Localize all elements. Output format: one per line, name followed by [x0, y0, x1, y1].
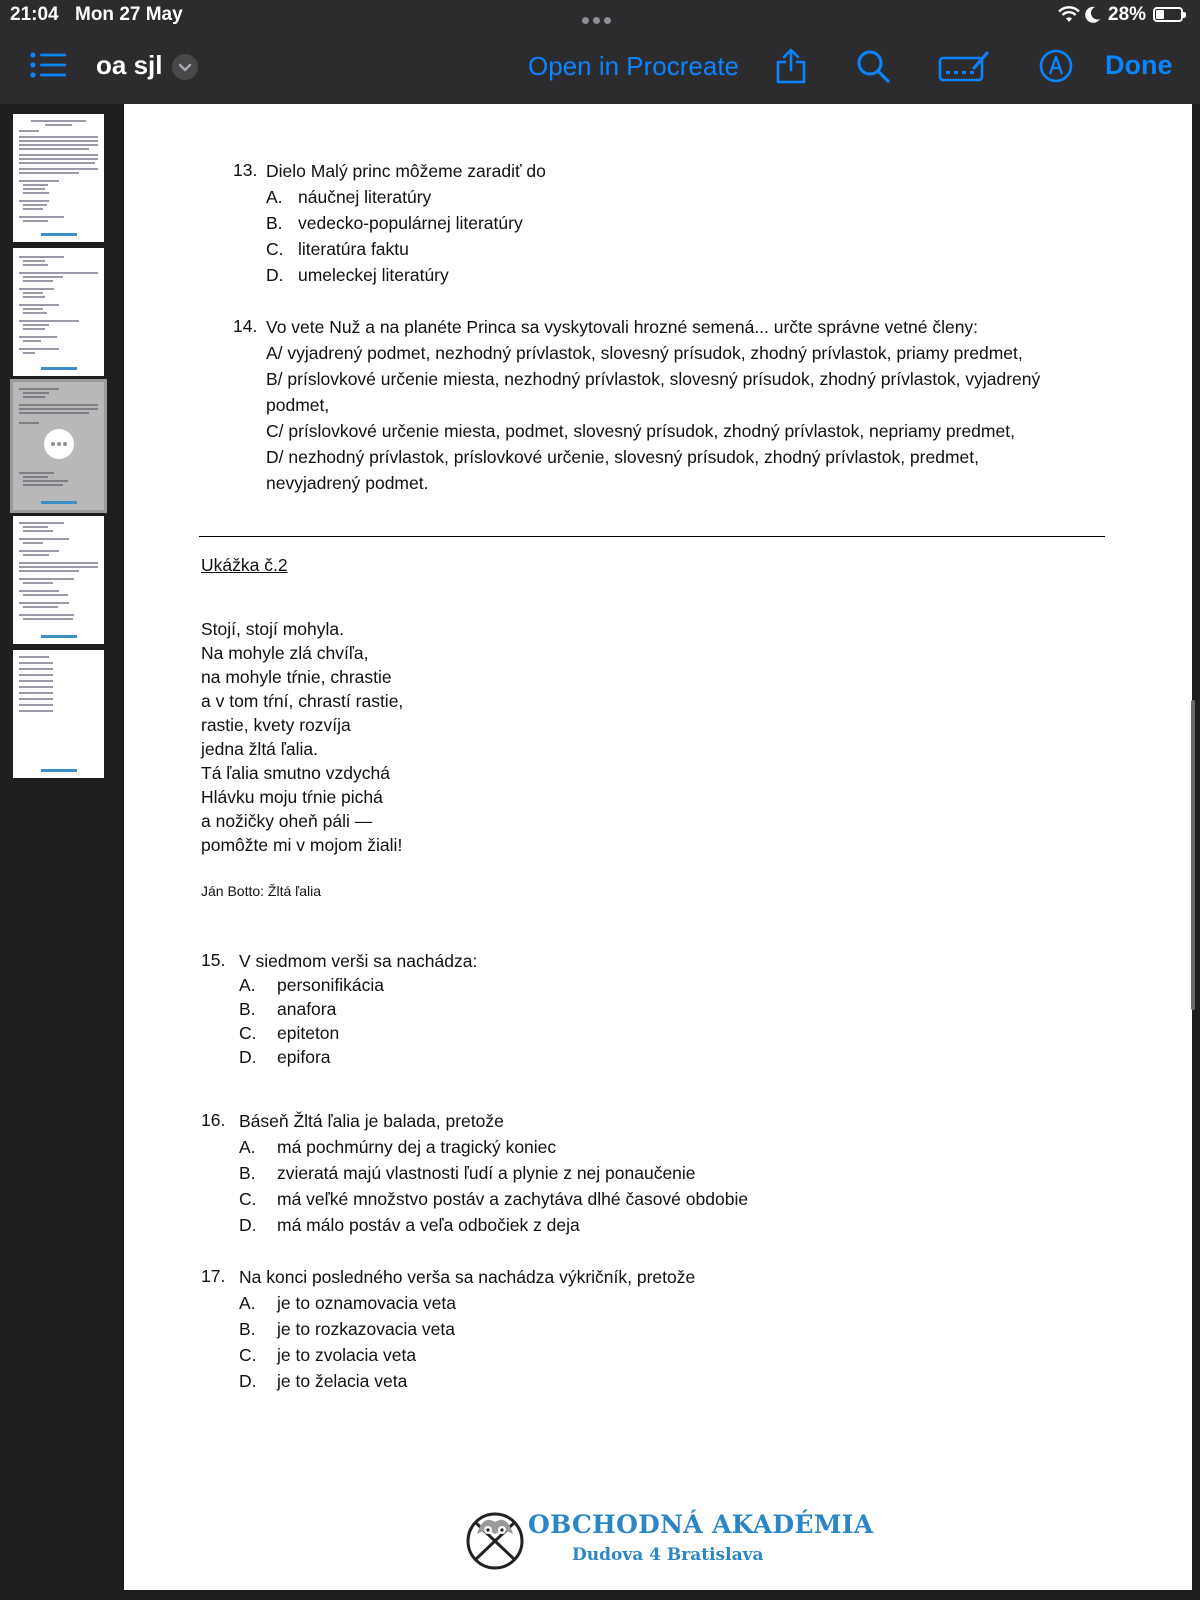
status-date: Mon 27 May: [75, 4, 183, 25]
sample-heading: Ukážka č.2: [201, 555, 288, 575]
poem-line: pomôžte mi v mojom žiali!: [201, 835, 403, 855]
poem-line: a v tom tŕní, chrastí rastie,: [201, 691, 404, 711]
vertical-scrollbar[interactable]: [1191, 700, 1195, 1010]
question-16-option-text: má veľké množstvo postáv a zachytáva dlhé časové obdobie: [277, 1189, 749, 1209]
poem-line: Hlávku moju tŕnie pichá: [201, 787, 383, 807]
question-16-option-letter: B.: [239, 1163, 256, 1183]
question-15-option-letter: D.: [239, 1047, 257, 1067]
question-13-option-letter: D.: [266, 265, 284, 285]
question-17-option-letter: B.: [239, 1319, 256, 1339]
list-icon[interactable]: [30, 52, 66, 78]
question-15-option-text: anafora: [277, 999, 337, 1019]
question-14-answer-line: A/ vyjadrený podmet, nezhodný prívlastok, slovesný prísudok, zhodný prívlastok, priamy predmet,: [266, 343, 1023, 363]
status-time: 21:04: [10, 4, 59, 25]
question-14-text: Vo vete Nuž a na planéte Princa sa vyskytovali hrozné semená... určte správne vetné členy:: [266, 317, 979, 337]
question-14-answer-line: podmet,: [266, 395, 330, 415]
question-14-answer-line: B/ príslovkové určenie miesta, nezhodný prívlastok, slovesný prísudok, zhodný prívlastok, vyjadrený: [266, 369, 1041, 389]
page-thumbnail-5[interactable]: [13, 650, 104, 778]
question-17-option-text: je to rozkazovacia veta: [277, 1319, 456, 1339]
document-title[interactable]: oa sjl: [96, 50, 163, 80]
poem-line: Tá ľalia smutno vzdychá: [201, 763, 390, 783]
question-13-option-letter: B.: [266, 213, 283, 233]
question-13-option-text: umeleckej literatúry: [298, 265, 449, 285]
question-16-number: 16.: [201, 1110, 226, 1130]
wifi-icon: [1058, 6, 1080, 23]
open-in-procreate-button[interactable]: Open in Procreate: [528, 51, 740, 81]
search-icon[interactable]: [856, 49, 890, 83]
status-bar: [0, 0, 1200, 30]
question-17-option-letter: A.: [239, 1293, 256, 1313]
question-16-option-text: má málo postáv a veľa odbočiek z deja: [277, 1215, 580, 1235]
question-17-option-letter: D.: [239, 1371, 257, 1391]
question-15-option-letter: A.: [239, 975, 256, 995]
question-14-answer-line: nevyjadrený podmet.: [266, 473, 429, 493]
question-13-option-letter: C.: [266, 239, 284, 259]
markup-pen-icon[interactable]: [1039, 49, 1073, 83]
poem-line: jedna žltá ľalia.: [201, 739, 318, 759]
question-16-option-text: má pochmúrny dej a tragický koniec: [277, 1137, 557, 1157]
question-17-option-text: je to zvolacia veta: [277, 1345, 417, 1365]
question-16-text: Báseň Žltá ľalia je balada, pretože: [239, 1111, 504, 1131]
more-options-icon[interactable]: [44, 429, 74, 459]
question-13-option-text: literatúra faktu: [298, 239, 409, 259]
footer-school-name: OBCHODNÁ AKADÉMIA: [528, 1510, 874, 1539]
battery-icon: [1153, 7, 1183, 22]
poem-line: na mohyle tŕnie, chrastie: [201, 667, 392, 687]
question-17-option-text: je to oznamovacia veta: [277, 1293, 456, 1313]
poem-line: a nožičky oheň páli —: [201, 811, 373, 831]
section-divider: [199, 536, 1105, 537]
school-owl-logo-icon: [463, 1508, 527, 1570]
page-thumbnail-2[interactable]: [13, 248, 104, 376]
poem-line: Na mohyle zlá chvíľa,: [201, 643, 369, 663]
poem-line: rastie, kvety rozvíja: [201, 715, 351, 735]
do-not-disturb-icon: [1085, 6, 1101, 23]
question-15-option-letter: C.: [239, 1023, 257, 1043]
question-13-number: 13.: [233, 160, 258, 180]
markup-keyboard-icon[interactable]: [938, 50, 990, 82]
question-15-number: 15.: [201, 950, 226, 970]
question-14-answer-line: D/ nezhodný prívlastok, príslovkové určenie, slovesný prísudok, zhodný prívlastok, predmet,: [266, 447, 979, 467]
page-thumbnail-1[interactable]: [13, 114, 104, 242]
question-13-option-text: náučnej literatúry: [298, 187, 432, 207]
question-16-option-text: zvieratá majú vlastnosti ľudí a plynie z nej ponaučenie: [277, 1163, 696, 1183]
question-15-text: V siedmom verši sa nachádza:: [239, 951, 478, 971]
question-17-option-text: je to želacia veta: [277, 1371, 408, 1391]
question-17-text: Na konci posledného verša sa nachádza výkričník, pretože: [239, 1267, 696, 1287]
poem-author: Ján Botto: Žltá ľalia: [201, 883, 322, 899]
question-15-option-letter: B.: [239, 999, 256, 1019]
question-14-number: 14.: [233, 316, 258, 336]
chevron-down-icon[interactable]: [172, 54, 198, 80]
question-15-option-text: epifora: [277, 1047, 331, 1067]
done-button[interactable]: Done: [1105, 50, 1173, 80]
question-16-option-letter: A.: [239, 1137, 256, 1157]
poem-line: Stojí, stojí mohyla.: [201, 619, 344, 639]
document-page: [124, 104, 1192, 1590]
question-17-option-letter: C.: [239, 1345, 257, 1365]
page-thumbnail-4[interactable]: [13, 516, 104, 644]
question-17-number: 17.: [201, 1266, 226, 1286]
question-13-text: Dielo Malý princ môžeme zaradiť do: [266, 161, 546, 181]
question-15-option-text: personifikácia: [277, 975, 384, 995]
question-13-option-text: vedecko-populárnej literatúry: [298, 213, 523, 233]
toolbar: [0, 30, 1200, 104]
question-15-option-text: epiteton: [277, 1023, 340, 1043]
page-thumbnail-sidebar: [0, 104, 124, 1600]
multitasking-dots-icon[interactable]: [582, 11, 616, 19]
question-13-option-letter: A.: [266, 187, 283, 207]
footer-school-address: Dudova 4 Bratislava: [572, 1545, 764, 1565]
question-16-option-letter: D.: [239, 1215, 257, 1235]
question-14-answer-line: C/ príslovkové určenie miesta, podmet, slovesný prísudok, zhodný prívlastok, nepriamy predmet,: [266, 421, 1015, 441]
share-icon[interactable]: [775, 48, 807, 84]
page-thumbnail-3-selected[interactable]: [13, 382, 104, 510]
battery-percentage: 28%: [1108, 4, 1147, 25]
question-16-option-letter: C.: [239, 1189, 257, 1209]
